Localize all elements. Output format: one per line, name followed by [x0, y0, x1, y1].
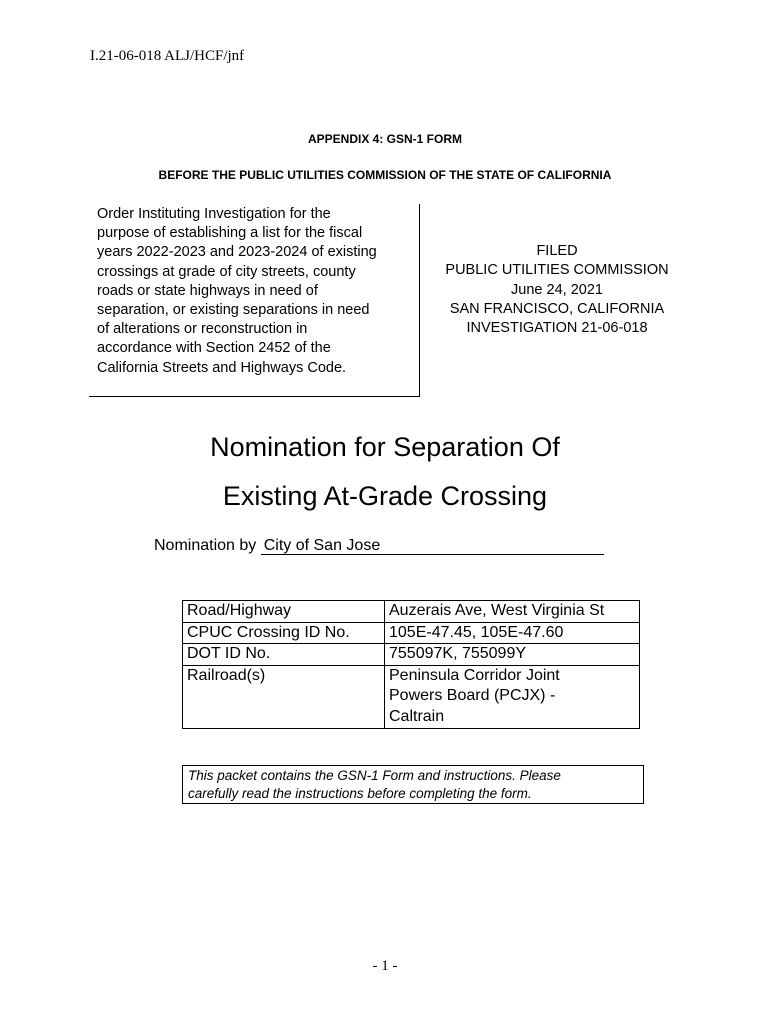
table-row	[183, 601, 640, 623]
filing-stamp-line: PUBLIC UTILITIES COMMISSION	[445, 262, 669, 279]
table-label-cell: Railroad(s)	[183, 665, 385, 728]
caption-left-line: accordance with Section 2452 of the	[97, 340, 331, 357]
caption-divider-horizontal	[89, 396, 420, 397]
table-value-cell	[385, 665, 640, 728]
document-id-header: I.21-06-018 ALJ/HCF/jnf	[90, 48, 245, 64]
nomination-by-field	[154, 537, 604, 555]
table-value-line: Caltrain	[389, 707, 445, 725]
caption-left-line: separation, or existing separations in need	[97, 302, 370, 319]
filing-stamp-line: FILED	[536, 243, 578, 259]
filing-stamp-line: June 24, 2021	[511, 281, 603, 298]
nomination-value: City of San Jose	[261, 537, 604, 555]
crossing-info-table	[182, 600, 640, 729]
filing-stamp-line: SAN FRANCISCO, CALIFORNIA	[449, 300, 665, 317]
form-title-line-2: Existing At-Grade Crossing	[222, 481, 548, 511]
caption-left-line: years 2022-2023 and 2023-2024 of existing	[97, 244, 377, 261]
filing-stamp-block	[424, 242, 690, 338]
table-value-cell: 105E-47.45, 105E-47.60	[385, 622, 640, 644]
table-row	[183, 665, 640, 728]
page-number: - 1 -	[372, 958, 398, 974]
instructions-notice-box	[182, 765, 644, 804]
table-label-cell: CPUC Crossing ID No.	[183, 622, 385, 644]
caption-left-line: Order Instituting Investigation for the	[97, 206, 331, 222]
filing-stamp-line: INVESTIGATION 21-06-018	[466, 320, 648, 337]
appendix-title: APPENDIX 4: GSN-1 FORM	[307, 132, 463, 146]
table-value-cell: 755097K, 755099Y	[385, 644, 640, 666]
table-label-cell: Road/Highway	[183, 601, 385, 623]
caption-left-line: of alterations or reconstruction in	[97, 321, 308, 338]
table-row	[183, 644, 640, 666]
notice-line: This packet contains the GSN-1 Form and instructions. Please	[188, 768, 561, 783]
nomination-label: Nomination by	[154, 537, 261, 554]
form-title-line-1: Nomination for Separation Of	[210, 432, 560, 462]
table-value-cell: Auzerais Ave, West Virginia St	[385, 601, 640, 623]
table-value-line: Powers Board (PCJX) -	[389, 687, 556, 705]
notice-line: carefully read the instructions before completing the form.	[188, 785, 532, 801]
caption-left-line: purpose of establishing a list for the fiscal	[97, 225, 363, 242]
table-label-cell: DOT ID No.	[183, 644, 385, 666]
caption-left-line: California Streets and Highways Code.	[97, 359, 347, 376]
caption-divider-vertical	[419, 204, 420, 397]
table-value-line: Peninsula Corridor Joint	[389, 666, 560, 684]
caption-left-line: roads or state highways in need of	[97, 282, 318, 299]
caption-left-line: crossings at grade of city streets, county	[97, 263, 356, 280]
commission-heading: BEFORE THE PUBLIC UTILITIES COMMISSION OF THE STATE OF CALIFORNIA	[158, 168, 612, 182]
caption-left-block	[97, 205, 419, 378]
table-row	[183, 622, 640, 644]
